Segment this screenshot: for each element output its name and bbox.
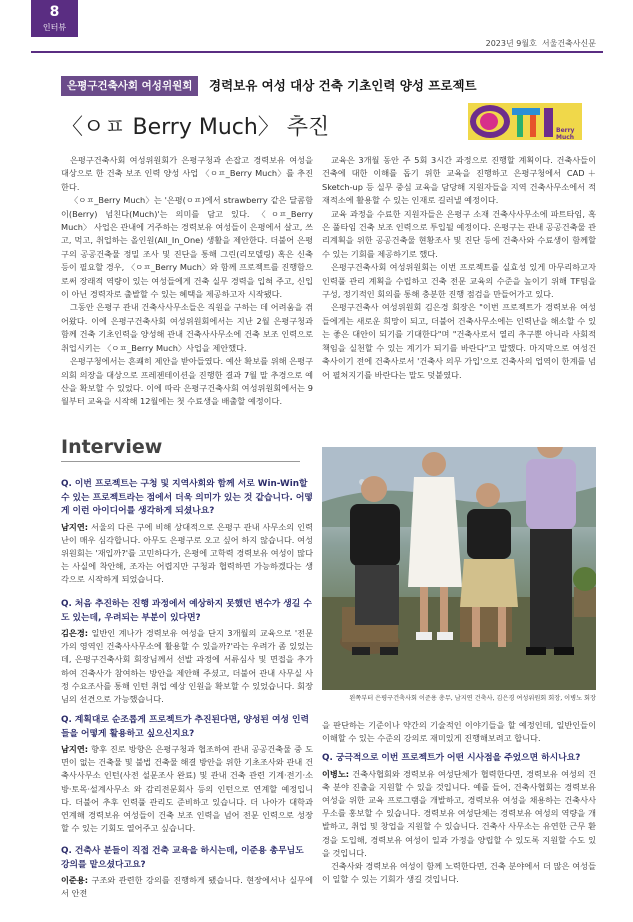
- person-body: [350, 504, 400, 566]
- person-body: [467, 509, 511, 559]
- answer: [61, 521, 313, 587]
- person-shoe: [380, 647, 398, 655]
- logo-bar-shape: [512, 108, 540, 115]
- group-photo: [322, 447, 596, 690]
- speaker: 이병노:: [322, 768, 350, 779]
- org-badge: 은평구건축사회 여성위원회: [61, 76, 198, 96]
- photo-caption: 왼쪽부터 은평구건축사회 이준용 총무, 남지연 건축사, 김은경 여성위원회 회장, 이병노 회장: [349, 695, 596, 702]
- answer: [61, 874, 313, 900]
- person-body: [526, 459, 576, 529]
- masthead: [486, 38, 596, 49]
- answer-text: 구조와 관련한 강의를 진행하게 됐습니다. 현장에서나 실무에서 안전: [61, 875, 313, 899]
- section-name: 인터뷰: [42, 23, 67, 32]
- person-legs: [530, 529, 572, 649]
- question: Q. 처음 추진하는 진행 과정에서 예상하지 못했던 변수가 생길 수도 있는데, 우려되는 부분이 있다면?: [61, 599, 312, 623]
- person-legs: [420, 587, 428, 632]
- answer-text: 건축사협회와 경력보유 여성단체가 협력한다면, 경력보유 여성의 건축 분야 진출을 지원할 수 있을 것입니다. 예를 들어, 건축사협회는 경력보유 여성을 위한 교육 프로그램을 개발하고, 경력보유 여성을 채용하는 건축사사무소를 홍보할 수 있습니다. 경력보유 여성단체는 경력보유 여성의 역량을 개발하고, 취업 및 창업을 지원할 수 있습니다. 건축사 사무소는 유연한 근무 환경을 도입해, 경력보유 여성이 일과 가정을 양립할 수 있도록 지원할 수도 있을 것입니다.: [322, 768, 596, 858]
- qa-block: [61, 714, 313, 835]
- article-paragraph: 〈ㅇㅍ_Berry Much〉는 '은평(ㅇㅍ)에서 strawberry 같은 달콤함이(Berry) 넘친다(Much)'는 의미를 담고 있다. 〈ㅇㅍ_Berry Much〉 사업은 관내에 거주하는 경력보유 여성들이 은평에서 살고, 쓰고, 먹고, 취업하는 올인원(All_In_One) 생활을 제안한다. 더불어 은평구의 공공건축물 정밀 조사 및 진단을 통해 그린(리모델링) 혹은 신축 등이 필요할 경우, 〈ㅇㅍ_Berry Much〉와 함께 프로젝트를 진행함으로써 장래적 역량이 있는 여성들에게 건축 실무 경력을 입혀 주고, 신입이 아닌 경력자로 출발할 수 있는 혜택을 제공하고자 시작됐다.: [61, 195, 313, 300]
- person-head: [361, 476, 387, 502]
- article-left-column: [61, 154, 313, 409]
- article-paragraph: 은평구청에서는 흔쾌히 제안을 받아들였다. 예산 확보를 위해 은평구의회 의장을 대상으로 프레젠테이션을 진행한 결과 7월 말 추경으로 예산을 확보할 수 있었다. 이에 따라 은평구건축사회 여성위원회에서는 9월부터 교육을 시작해 12월에는 첫 수료생을 배출할 예정이다.: [61, 356, 313, 407]
- logo-leg-shape: [530, 115, 536, 137]
- speaker: 남지연:: [61, 521, 89, 532]
- person-head: [422, 452, 446, 476]
- article-paragraph: 교육 과정을 수료한 지원자들은 은평구 소재 건축사사무소에 파트타임, 혹은 풀타임 건축 보조 인력으로 투입될 예정이다. 은평구는 관내 공공건축물 관리계획을 위한 공공건축물 현황조사 및 진단 등에 건축사와 수료생이 함께할 수 있는 기회를 제공하기로 했다.: [322, 208, 596, 259]
- headline: 경력보유 여성 대상 건축 기초인력 양성 프로젝트: [209, 78, 477, 93]
- question: Q. 이번 프로젝트는 구청 및 지역사회와 함께 서로 Win-Win할 수 있는 프로젝트라는 점에서 더욱 의미가 있는 것 같습니다. 어떻게 이런 아이디어를 생각하게 되셨나요?: [61, 479, 313, 516]
- person-legs: [472, 607, 480, 647]
- header-rule: [31, 51, 603, 53]
- answer: [61, 627, 313, 706]
- paper-name: 서울건축사신문: [541, 39, 596, 48]
- answer-text: 서울의 다른 구에 비해 상대적으로 은평구 관내 사무소의 인력난이 매우 심각합니다. 아무도 은평구로 오고 싶어 하지 않습니다. 여성위원회는 '재입까?'를 고민하다가, 은평에 고학력 경력보유 여성이 많다는 사실에 착안해, 조자는 어렵지만 구청과 협력하면 가능하겠다는 생각으로 시작하게 되었습니다.: [61, 521, 313, 585]
- person-legs: [498, 607, 506, 647]
- planter-shape: [574, 587, 596, 617]
- person-shoe: [526, 647, 546, 655]
- person-shoe: [416, 632, 432, 640]
- speaker: 김은경:: [61, 628, 89, 638]
- person-legs: [440, 587, 448, 632]
- answer: [61, 743, 313, 835]
- berry-much-logo: [468, 103, 582, 140]
- person-shoe: [437, 632, 453, 640]
- question: Q. 궁극적으로 이번 프로젝트가 어떤 시사점을 주었으면 하시나요?: [322, 753, 581, 763]
- article-paragraph: 교육은 3개월 동안 주 5회 3시간 과정으로 진행할 계획이다. 건축사들이 건축에 대한 이해를 돕기 위한 교육을 진행하고 은평구청에서 CAD＋Sketch-up 등 실무 중심 교육을 담당해 지원자들을 지역 건축사무소에서 적재적소에 활용할 수 있는 인재로 길러낼 예정이다.: [322, 155, 596, 206]
- logo-leg-shape: [517, 115, 523, 137]
- logo-block-shape: [544, 108, 553, 137]
- article-paragraph: 은평구건축사회 여성위원회는 이번 프로젝트를 실효성 있게 마무리하고자 인력풀 관리 계획을 수립하고 건축 전문 교육의 수준을 높이기 위해 TF팀을 구성, 정기적인 회의를 통해 충분한 진행 점검을 만들어가고 있다.: [322, 262, 596, 300]
- person-body: [408, 477, 462, 587]
- article-paragraph: 은평구건축사회 여성위원회가 은평구청과 손잡고 경력보유 여성을 대상으로 한 건축 보조 인력 양성 사업 〈ㅇㅍ_Berry Much〉를 추진한다.: [61, 155, 313, 192]
- group-photo-illustration: [322, 447, 596, 690]
- article-paragraph: 은평구건축사 여성위원회 김은경 회장은 "이번 프로젝트가 경력보유 여성들에게는 새로운 희망이 되고, 더불어 건축사무소에는 인력난을 해소할 수 있는 좋은 대안이 되기를 기대한다"며 "건축사로서 열리 추구뿐 아니라 사회적 책임을 실천할 수 있는 계기가 되기를 바란다"고 말했다. 마지막으로 여성건축사이기 전에 건축사로서 '건축사 의무 가입'으로 건축사의 업역이 한계를 넘어 펼쳐지기를 바란다는 말도 덧붙였다.: [322, 302, 596, 380]
- article-paragraph: 그동안 은평구 관내 건축사사무소들은 직원을 구하는 데 어려움을 겪어왔다. 이에 은평구건축사회 여성위원회에서는 지난 2월 은평구청과 함께 건축 기초인력을 양성해 관내 건축사사무소에 건축 보조 인력으로 취업시키는 〈ㅇㅍ_Berry Much〉사업을 제안했다.: [61, 302, 313, 353]
- speaker: 남지연:: [61, 744, 89, 754]
- person-legs: [355, 565, 399, 625]
- logo-text: Berry Much: [556, 127, 575, 140]
- person-head: [476, 483, 500, 507]
- person-shoe: [554, 647, 574, 655]
- person-shoe: [352, 647, 370, 655]
- question: Q. 계획대로 순조롭게 프로젝트가 추진된다면, 양성된 여성 인력들을 어떻게 활용하고 싶으신지요?: [61, 715, 310, 739]
- plant-shape: [573, 567, 596, 591]
- logo-inner-dot: [480, 113, 498, 130]
- speaker: 이준용:: [61, 875, 89, 885]
- qa-block: [61, 845, 313, 900]
- interview-rule: [61, 461, 300, 462]
- interview-heading: Interview: [61, 436, 163, 458]
- answer-text: 건축사와 경력보유 여성이 함께 노력한다면, 건축 분야에서 더 많은 여성들이 일할 수 있는 기회가 생길 것입니다.: [322, 860, 596, 885]
- answer-text: 일반인 계나가 경력보유 여성을 단지 3개월의 교육으로 '전문가의 영역인 건축사사무소에 활용할 수 있을까?'라는 우려가 좀 있었는데, 은평구건축사회 회장님께서 선발 과정에 서류심사 및 면접을 추가하여 건축사가 참여하는 방안을 제안해 주셨고, 더불어 관내 사무실 사정 수요조사를 통해 인턴 취업 예상 인원을 확보할 수 있었습니다. 회장님의 선견으로 가능했습니다.: [61, 628, 313, 705]
- section-tab: [31, 0, 78, 37]
- question: Q. 건축사 분들이 직접 건축 교육을 하시는데, 이준용 총무님도 강의를 맡으셨다고요?: [61, 846, 304, 870]
- qa-continued: [322, 717, 596, 745]
- answer-continued: 을 판단하는 기준이나 약간의 기술적인 이야기들을 할 예정인데, 일반인들이 이해할 수 있는 수준의 강의로 재미있게 진행해보려고 합니다.: [322, 720, 596, 744]
- article-right-column: [322, 154, 596, 382]
- qa-block: [322, 752, 596, 886]
- qa-block: [61, 478, 313, 587]
- issue-date: 2023년 9월호: [485, 39, 537, 48]
- article-title: 〈ㅇㅍ Berry Much〉 추진: [61, 115, 330, 140]
- qa-block: [61, 598, 313, 706]
- answer-text: 향후 진로 방향은 은평구청과 협조하여 관내 공공건축물 중 도면이 없는 건축물 및 불법 건축물 해결 방안을 위한 기초조사와 관내 건축사사무소 인턴(사전 설문조사 완료) 및 관내 건축 관련 기계·전기·소방·토목·설계사무소 와 감리전문회사 등의 인턴으로 연계할 예정입니다. 더불어 추후 인력풀 관리도 준비하고 있습니다. 더 나아가 대학과 연계해 경력보유 여성들이 건축 보조 인력을 넘어 전문 인력으로 성장할 수 있는 기회도 열어주고 싶습니다.: [61, 744, 313, 834]
- person-skirt: [460, 559, 518, 607]
- page-number: 8: [49, 4, 60, 20]
- answer: [322, 768, 596, 860]
